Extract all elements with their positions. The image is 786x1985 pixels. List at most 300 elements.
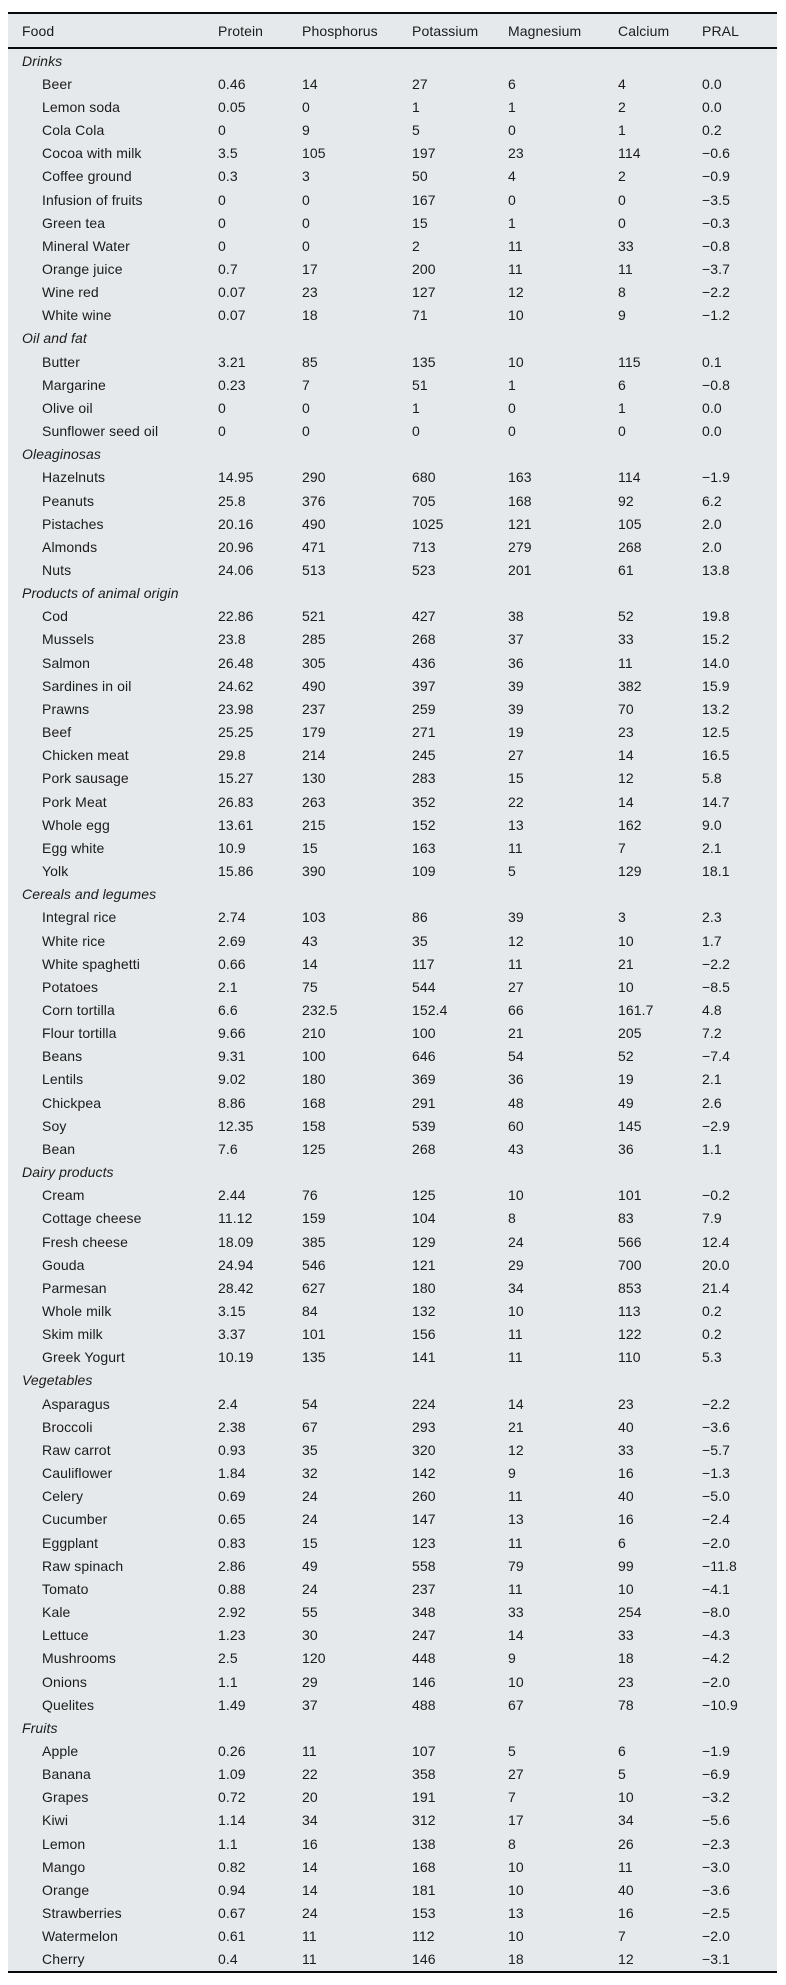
value-cell: 115 — [618, 353, 641, 370]
value-cell: 268 — [618, 538, 642, 555]
value-cell: 285 — [302, 631, 326, 648]
value-cell: 2.3 — [702, 909, 722, 926]
food-cell: Grapes — [42, 1789, 89, 1806]
value-cell: 33 — [508, 1604, 524, 1621]
value-cell: 0.61 — [218, 1928, 246, 1945]
section-row-dairy-products — [8, 1161, 777, 1184]
value-cell: 0.67 — [218, 1905, 246, 1922]
food-cell: Egg white — [42, 839, 105, 856]
value-cell: 9.0 — [702, 816, 722, 833]
value-cell: 0.46 — [218, 75, 246, 92]
food-cell: Fresh cheese — [42, 1233, 129, 1250]
value-cell: 138 — [412, 1835, 436, 1852]
table-row — [8, 188, 777, 211]
food-cell: Almonds — [42, 538, 98, 555]
value-cell: 10 — [508, 307, 524, 324]
value-cell: 11 — [508, 955, 523, 972]
value-cell: 10 — [508, 1303, 524, 1320]
value-cell: 11 — [302, 1928, 317, 1945]
value-cell: 205 — [618, 1025, 642, 1042]
value-cell: 49 — [618, 1094, 634, 1111]
value-cell: 1.84 — [218, 1465, 246, 1482]
value-cell: 0.2 — [702, 1326, 722, 1343]
food-cell: Nuts — [42, 562, 72, 579]
food-cell: Cream — [42, 1187, 85, 1204]
value-cell: 181 — [412, 1881, 436, 1898]
column-header-magnesium: Magnesium — [508, 22, 582, 39]
value-cell: 26 — [618, 1835, 634, 1852]
section-row-cereals-and-legumes — [8, 883, 777, 906]
value-cell: 2.0 — [702, 538, 722, 555]
food-cell: Green tea — [42, 214, 106, 231]
value-cell: 24.06 — [218, 562, 254, 579]
section-label: Dairy products — [22, 1164, 114, 1181]
value-cell: 121 — [508, 515, 532, 532]
value-cell: 9.31 — [218, 1048, 246, 1065]
value-cell: 16 — [618, 1465, 634, 1482]
value-cell: 10 — [508, 1881, 524, 1898]
food-cell: Cottage cheese — [42, 1210, 142, 1227]
value-cell: 19 — [618, 1071, 634, 1088]
value-cell: 76 — [302, 1187, 318, 1204]
value-cell: 558 — [412, 1557, 436, 1574]
table-row — [8, 211, 777, 234]
value-cell: 16.5 — [702, 747, 730, 764]
food-cell: Whole milk — [42, 1303, 112, 1320]
value-cell: 0 — [302, 98, 310, 115]
value-cell: 40 — [618, 1418, 634, 1435]
value-cell: 488 — [412, 1696, 436, 1713]
value-cell: 521 — [302, 608, 326, 625]
value-cell: 352 — [412, 793, 436, 810]
value-cell: 15 — [508, 770, 524, 787]
value-cell: 23 — [302, 284, 318, 301]
food-cell: Cola Cola — [42, 122, 105, 139]
value-cell: 99 — [618, 1557, 634, 1574]
value-cell: 201 — [508, 562, 532, 579]
value-cell: 1 — [618, 399, 626, 416]
value-cell: −0.8 — [702, 237, 731, 254]
table-row — [8, 1786, 777, 1809]
value-cell: 2.6 — [702, 1094, 722, 1111]
value-cell: 38 — [508, 608, 524, 625]
value-cell: −6.9 — [702, 1766, 731, 1783]
value-cell: 2.1 — [702, 839, 722, 856]
value-cell: 32 — [302, 1465, 318, 1482]
value-cell: 0.7 — [218, 260, 238, 277]
value-cell: 10.9 — [218, 839, 246, 856]
value-cell: 15 — [302, 839, 318, 856]
value-cell: 7 — [302, 376, 310, 393]
table-row — [8, 1925, 777, 1948]
value-cell: 0.88 — [218, 1580, 246, 1597]
table-header-row — [8, 14, 777, 49]
food-cell: Beans — [42, 1048, 83, 1065]
value-cell: 70 — [618, 700, 634, 717]
value-cell: 448 — [412, 1650, 436, 1667]
value-cell: 4.8 — [702, 1001, 722, 1018]
value-cell: 2.86 — [218, 1557, 246, 1574]
value-cell: 25.25 — [218, 724, 254, 741]
value-cell: −2.2 — [702, 1395, 731, 1412]
value-cell: 11 — [508, 1580, 523, 1597]
food-cell: Mineral Water — [42, 237, 130, 254]
value-cell: 0.0 — [702, 399, 722, 416]
table-body — [8, 49, 777, 1971]
value-cell: 6.2 — [702, 492, 722, 509]
value-cell: 9.02 — [218, 1071, 246, 1088]
value-cell: 6 — [618, 1742, 626, 1759]
table-row — [8, 1600, 777, 1623]
food-cell: Cod — [42, 608, 68, 625]
value-cell: 0.94 — [218, 1881, 246, 1898]
value-cell: 680 — [412, 469, 436, 486]
food-cell: Flour tortilla — [42, 1025, 117, 1042]
value-cell: −4.1 — [702, 1580, 731, 1597]
table-row — [8, 257, 777, 280]
food-cell: White wine — [42, 307, 112, 324]
value-cell: 113 — [618, 1303, 641, 1320]
section-row-products-of-animal-origin — [8, 582, 777, 605]
value-cell: 132 — [412, 1303, 436, 1320]
food-cell: Lentils — [42, 1071, 84, 1088]
value-cell: 33 — [618, 237, 634, 254]
value-cell: 22.86 — [218, 608, 254, 625]
value-cell: 162 — [618, 816, 642, 833]
food-cell: Banana — [42, 1766, 91, 1783]
table-row — [8, 1670, 777, 1693]
food-cell: Pork sausage — [42, 770, 129, 787]
value-cell: 2.4 — [218, 1395, 238, 1412]
column-header-protein: Protein — [218, 22, 264, 39]
value-cell: 490 — [302, 677, 326, 694]
value-cell: 0 — [218, 191, 226, 208]
value-cell: 224 — [412, 1395, 436, 1412]
value-cell: 0 — [302, 399, 310, 416]
value-cell: 145 — [618, 1117, 642, 1134]
column-header-potassium: Potassium — [412, 22, 479, 39]
food-cell: Mushrooms — [42, 1650, 117, 1667]
value-cell: 291 — [412, 1094, 436, 1111]
value-cell: 43 — [302, 932, 318, 949]
value-cell: −3.2 — [702, 1789, 731, 1806]
value-cell: 13.2 — [702, 700, 730, 717]
value-cell: 14 — [508, 1395, 524, 1412]
value-cell: −2.0 — [702, 1673, 731, 1690]
value-cell: 1025 — [412, 515, 444, 532]
table-row — [8, 836, 777, 859]
value-cell: 10 — [618, 978, 634, 995]
value-cell: 24 — [302, 1905, 318, 1922]
food-cell: Cauliflower — [42, 1465, 113, 1482]
food-cell: Chicken meat — [42, 747, 129, 764]
table-row — [8, 1184, 777, 1207]
value-cell: 10 — [508, 1928, 524, 1945]
value-cell: 6 — [618, 1534, 626, 1551]
value-cell: 853 — [618, 1279, 642, 1296]
table-row — [8, 1392, 777, 1415]
value-cell: 5 — [508, 1742, 516, 1759]
value-cell: 11.12 — [218, 1210, 253, 1227]
value-cell: 3.21 — [218, 353, 246, 370]
value-cell: 152.4 — [412, 1001, 448, 1018]
table-row — [8, 1948, 777, 1971]
food-cell: Butter — [42, 353, 80, 370]
value-cell: 29 — [508, 1256, 524, 1273]
value-cell: 2 — [618, 168, 626, 185]
value-cell: 6 — [508, 75, 516, 92]
value-cell: 23 — [508, 145, 524, 162]
value-cell: −2.2 — [702, 284, 731, 301]
food-cell: Sardines in oil — [42, 677, 132, 694]
value-cell: −3.6 — [702, 1418, 731, 1435]
value-cell: 36 — [508, 654, 524, 671]
value-cell: −0.6 — [702, 145, 731, 162]
value-cell: 11 — [508, 1349, 523, 1366]
value-cell: 1.1 — [218, 1835, 238, 1852]
value-cell: 129 — [618, 863, 642, 880]
value-cell: 147 — [412, 1511, 436, 1528]
value-cell: 16 — [618, 1905, 634, 1922]
value-cell: 283 — [412, 770, 436, 787]
value-cell: 10 — [508, 1673, 524, 1690]
value-cell: 0.05 — [218, 98, 246, 115]
value-cell: 0 — [508, 399, 516, 416]
food-cell: Orange — [42, 1881, 90, 1898]
value-cell: −1.2 — [702, 307, 731, 324]
value-cell: 2 — [618, 98, 626, 115]
value-cell: 513 — [302, 562, 326, 579]
value-cell: 0 — [412, 423, 420, 440]
value-cell: −8.5 — [702, 978, 731, 995]
value-cell: 14 — [302, 1881, 318, 1898]
value-cell: 135 — [302, 1349, 326, 1366]
value-cell: 14 — [302, 955, 318, 972]
value-cell: 142 — [412, 1465, 436, 1482]
value-cell: 152 — [412, 816, 436, 833]
value-cell: 48 — [508, 1094, 524, 1111]
value-cell: 117 — [412, 955, 435, 972]
table-row — [8, 234, 777, 257]
value-cell: 1 — [508, 214, 516, 231]
table-row — [8, 1508, 777, 1531]
food-cell: White rice — [42, 932, 106, 949]
value-cell: 8 — [508, 1835, 516, 1852]
value-cell: 163 — [508, 469, 532, 486]
value-cell: 215 — [302, 816, 326, 833]
value-cell: 20.0 — [702, 1256, 730, 1273]
table-row — [8, 1137, 777, 1160]
value-cell: 19.8 — [702, 608, 730, 625]
value-cell: 37 — [302, 1696, 318, 1713]
column-header-calcium: Calcium — [618, 22, 670, 39]
value-cell: 39 — [508, 909, 524, 926]
value-cell: 27 — [412, 75, 428, 92]
value-cell: 125 — [302, 1140, 326, 1157]
table-row — [8, 165, 777, 188]
table-row — [8, 998, 777, 1021]
value-cell: 168 — [302, 1094, 326, 1111]
food-cell: Coffee ground — [42, 168, 132, 185]
value-cell: 86 — [412, 909, 428, 926]
value-cell: 101 — [618, 1187, 642, 1204]
value-cell: 26.48 — [218, 654, 254, 671]
value-cell: 2.74 — [218, 909, 246, 926]
food-cell: Chickpea — [42, 1094, 102, 1111]
table-row — [8, 1114, 777, 1137]
value-cell: 28.42 — [218, 1279, 254, 1296]
food-cell: Asparagus — [42, 1395, 110, 1412]
table-row — [8, 535, 777, 558]
value-cell: 0 — [618, 191, 626, 208]
value-cell: 2.44 — [218, 1187, 246, 1204]
value-cell: 103 — [302, 909, 326, 926]
food-cell: Hazelnuts — [42, 469, 106, 486]
table-row — [8, 1438, 777, 1461]
value-cell: 5 — [618, 1766, 626, 1783]
value-cell: 5 — [508, 863, 516, 880]
value-cell: 120 — [302, 1650, 326, 1667]
value-cell: 237 — [412, 1580, 436, 1597]
value-cell: 7 — [618, 839, 626, 856]
table-row — [8, 489, 777, 512]
value-cell: 15.86 — [218, 863, 254, 880]
value-cell: 11 — [508, 839, 523, 856]
food-cell: Cherry — [42, 1951, 85, 1968]
value-cell: 33 — [618, 631, 634, 648]
value-cell: 646 — [412, 1048, 436, 1065]
value-cell: 36 — [618, 1140, 634, 1157]
table-row — [8, 1809, 777, 1832]
value-cell: 23.98 — [218, 700, 254, 717]
food-cell: Lemon — [42, 1835, 86, 1852]
food-cell: Corn tortilla — [42, 1001, 115, 1018]
table-row — [8, 1276, 777, 1299]
value-cell: 5 — [412, 122, 420, 139]
value-cell: 0.3 — [218, 168, 238, 185]
table-row — [8, 790, 777, 813]
value-cell: 14.95 — [218, 469, 254, 486]
table-row — [8, 1323, 777, 1346]
value-cell: 35 — [302, 1441, 318, 1458]
value-cell: 22 — [508, 793, 524, 810]
value-cell: −2.5 — [702, 1905, 731, 1922]
value-cell: 24 — [302, 1511, 318, 1528]
food-cell: Lettuce — [42, 1627, 89, 1644]
value-cell: 29.8 — [218, 747, 246, 764]
section-label: Vegetables — [22, 1372, 93, 1389]
value-cell: 71 — [412, 307, 428, 324]
value-cell: 180 — [302, 1071, 326, 1088]
food-cell: Beef — [42, 724, 72, 741]
value-cell: 348 — [412, 1604, 436, 1621]
value-cell: 12.35 — [218, 1117, 254, 1134]
value-cell: 15.9 — [702, 677, 730, 694]
value-cell: 247 — [412, 1627, 436, 1644]
value-cell: 100 — [412, 1025, 436, 1042]
value-cell: 109 — [412, 863, 436, 880]
value-cell: −4.3 — [702, 1627, 731, 1644]
table-row — [8, 558, 777, 581]
value-cell: 18 — [618, 1650, 634, 1667]
value-cell: 0.0 — [702, 98, 722, 115]
value-cell: 2 — [412, 237, 420, 254]
value-cell: 10 — [618, 932, 634, 949]
table-row — [8, 466, 777, 489]
value-cell: −2.9 — [702, 1117, 731, 1134]
value-cell: 67 — [302, 1418, 318, 1435]
section-row-drinks — [8, 49, 777, 72]
section-label: Oleaginosas — [22, 446, 101, 463]
food-cell: Margarine — [42, 376, 106, 393]
value-cell: 358 — [412, 1766, 436, 1783]
value-cell: 1.23 — [218, 1627, 246, 1644]
value-cell: 23 — [618, 1395, 634, 1412]
table-row — [8, 1554, 777, 1577]
value-cell: 279 — [508, 538, 532, 555]
value-cell: −3.5 — [702, 191, 731, 208]
value-cell: 11 — [618, 654, 633, 671]
value-cell: 1 — [412, 98, 420, 115]
value-cell: −0.2 — [702, 1187, 731, 1204]
value-cell: −0.8 — [702, 376, 731, 393]
value-cell: 34 — [302, 1812, 318, 1829]
value-cell: 13.8 — [702, 562, 730, 579]
value-cell: 305 — [302, 654, 326, 671]
value-cell: 100 — [302, 1048, 326, 1065]
value-cell: 390 — [302, 863, 326, 880]
value-cell: 146 — [412, 1673, 436, 1690]
value-cell: 546 — [302, 1256, 326, 1273]
table-row — [8, 350, 777, 373]
value-cell: 11 — [618, 1858, 633, 1875]
value-cell: 0 — [618, 423, 626, 440]
value-cell: −2.2 — [702, 955, 731, 972]
value-cell: 9 — [508, 1465, 516, 1482]
table-row — [8, 605, 777, 628]
value-cell: 0.93 — [218, 1441, 246, 1458]
value-cell: 12 — [508, 284, 524, 301]
value-cell: 2.38 — [218, 1418, 246, 1435]
food-cell: Kiwi — [42, 1812, 69, 1829]
table-row — [8, 1855, 777, 1878]
value-cell: −3.0 — [702, 1858, 731, 1875]
value-cell: 52 — [618, 608, 634, 625]
value-cell: 9 — [508, 1650, 516, 1667]
value-cell: 36 — [508, 1071, 524, 1088]
table-row — [8, 1763, 777, 1786]
value-cell: 92 — [618, 492, 634, 509]
value-cell: 191 — [412, 1789, 436, 1806]
value-cell: −8.0 — [702, 1604, 731, 1621]
value-cell: 10 — [618, 1789, 634, 1806]
value-cell: 11 — [508, 237, 523, 254]
table-row — [8, 1485, 777, 1508]
value-cell: 3.15 — [218, 1303, 246, 1320]
value-cell: 566 — [618, 1233, 642, 1250]
food-cell: Pistaches — [42, 515, 104, 532]
value-cell: 11 — [508, 1326, 523, 1343]
value-cell: 12.5 — [702, 724, 730, 741]
food-cell: Mussels — [42, 631, 95, 648]
value-cell: 129 — [412, 1233, 436, 1250]
nutrition-table — [8, 12, 777, 1973]
value-cell: 0 — [302, 191, 310, 208]
food-cell: Cucumber — [42, 1511, 108, 1528]
value-cell: 9 — [618, 307, 626, 324]
section-row-oil-and-fat — [8, 327, 777, 350]
food-cell: Beer — [42, 75, 72, 92]
